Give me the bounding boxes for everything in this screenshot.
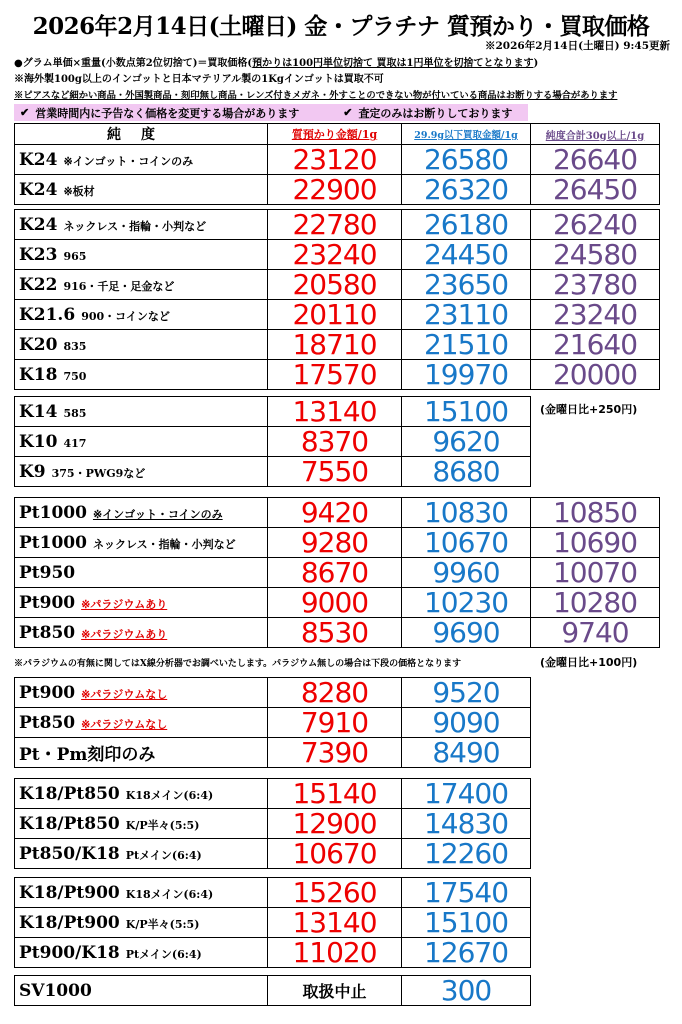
- table-row: [15, 738, 531, 768]
- metal-name: 査定のみはお断りしております: [358, 106, 513, 120]
- pawn-price: 20110: [268, 300, 402, 330]
- metal-name: 預かりは100円単位切捨て 買取は1円単位を切捨てとなります: [252, 58, 534, 69]
- metal-label: [15, 210, 268, 240]
- pawn-price: 15260: [268, 878, 402, 908]
- buy-price: 26180: [402, 210, 531, 240]
- table-row: [15, 809, 531, 839]
- table-combo-pt850: [14, 778, 531, 869]
- buy-price: 12670: [402, 938, 531, 968]
- metal-name: K18/Pt900: [19, 912, 120, 933]
- metal-sublabel: 916・千足・足金など: [63, 279, 175, 293]
- metal-label: [15, 878, 268, 908]
- pawn-price: 8530: [268, 618, 402, 648]
- bulk-price: 26240: [531, 210, 660, 240]
- pawn-price: 7390: [268, 738, 402, 768]
- bulk-price: 26640: [531, 145, 660, 175]
- metal-sublabel: 900・コインなど: [81, 309, 170, 323]
- table-row: [15, 938, 531, 968]
- bulk-price: 20000: [531, 360, 660, 390]
- bulk-price: 10850: [531, 498, 660, 528]
- bulk-price: 24580: [531, 240, 660, 270]
- metal-name: Pt850: [19, 622, 76, 643]
- metal-label: [15, 908, 268, 938]
- metal-sublabel: K18メイン(6:4): [125, 887, 214, 901]
- bulk-price: 21640: [531, 330, 660, 360]
- table-row: [15, 908, 531, 938]
- metal-label: [15, 839, 268, 869]
- pawn-price: 23240: [268, 240, 402, 270]
- metal-name: K24: [19, 149, 58, 170]
- pawn-price: 18710: [268, 330, 402, 360]
- table-row: [15, 240, 660, 270]
- table-silver: [14, 975, 531, 1006]
- pawn-price: 17570: [268, 360, 402, 390]
- table-row: [15, 210, 660, 240]
- metal-name: K9: [19, 461, 46, 482]
- check-icon: ✔: [343, 106, 353, 119]
- metal-sublabel: ※インゴット・コインのみ: [63, 154, 194, 168]
- table-row: [15, 457, 531, 487]
- pawn-price: 7910: [268, 708, 402, 738]
- table-row: [15, 976, 531, 1006]
- header-pawn: 質預かり金額/1g: [268, 124, 402, 145]
- metal-label: [15, 427, 268, 457]
- metal-name: K20: [19, 334, 58, 355]
- metal-name: ): [533, 58, 539, 69]
- metal-name: K24: [19, 179, 58, 200]
- metal-name: K18/Pt900: [19, 882, 120, 903]
- metal-sublabel: ※板材: [63, 184, 95, 198]
- metal-label: [15, 330, 268, 360]
- metal-sublabel: ※インゴット・コインのみ: [92, 507, 223, 521]
- metal-sublabel: Ptメイン(6:4): [125, 848, 202, 862]
- pt-change-note: (金曜日比+100円): [540, 656, 638, 669]
- bulk-price: 23240: [531, 300, 660, 330]
- bulk-price: 10690: [531, 528, 660, 558]
- metal-name: K18: [19, 364, 58, 385]
- header-bulk: 純度合計30g以上/1g: [531, 124, 660, 145]
- pawn-price: 22780: [268, 210, 402, 240]
- table-platinum-nopd: [14, 677, 531, 768]
- table-row: [15, 427, 531, 457]
- notice-banner: [14, 104, 528, 121]
- metal-name: K24: [19, 214, 58, 235]
- buy-price: 8680: [402, 457, 531, 487]
- pawn-price: 13140: [268, 908, 402, 938]
- buy-price: 24450: [402, 240, 531, 270]
- buy-price: 9090: [402, 708, 531, 738]
- metal-name: ●グラム単価×重量(小数点第2位切捨て)＝買取価格(: [14, 58, 253, 69]
- pawn-price: 8670: [268, 558, 402, 588]
- metal-sublabel: K/P半々(5:5): [125, 917, 200, 931]
- table-row: [15, 330, 660, 360]
- header-purity: 純度: [15, 124, 268, 145]
- metal-name: K18/Pt850: [19, 783, 120, 804]
- table-row: [15, 558, 660, 588]
- table-gold-ingot: [14, 123, 660, 205]
- metal-label: [15, 779, 268, 809]
- table-row: [15, 360, 660, 390]
- bulk-price: 9740: [531, 618, 660, 648]
- table-gold-jewelry: [14, 209, 660, 390]
- metal-label: [15, 360, 268, 390]
- metal-sublabel: K/P半々(5:5): [125, 818, 200, 832]
- pawn-price: 7550: [268, 457, 402, 487]
- metal-sublabel: ※パラジウムあり: [81, 597, 168, 611]
- table-row: [15, 145, 660, 175]
- metal-sublabel: Ptメイン(6:4): [125, 947, 202, 961]
- metal-name: Pt850: [19, 712, 76, 733]
- metal-sublabel: ネックレス・指輪・小判など: [63, 219, 207, 233]
- metal-label: [15, 270, 268, 300]
- buy-price: 19970: [402, 360, 531, 390]
- pawn-price: 12900: [268, 809, 402, 839]
- table-row: [15, 708, 531, 738]
- bulk-price: 26450: [531, 175, 660, 205]
- metal-name: ※ピアスなど細かい商品・外国製商品・刻印無し商品・レンズ付きメガネ・外すことのできない物が付いている商品はお断りする場合があります: [14, 90, 618, 101]
- metal-name: K10: [19, 431, 58, 452]
- metal-label: [15, 738, 268, 768]
- table-row: [15, 528, 660, 558]
- metal-label: [15, 175, 268, 205]
- bulk-price: 23780: [531, 270, 660, 300]
- pawn-price: 8280: [268, 678, 402, 708]
- metal-name: K14: [19, 401, 58, 422]
- metal-sublabel: 375・PWG9など: [51, 466, 146, 480]
- table-row: [15, 498, 660, 528]
- table-row: [15, 588, 660, 618]
- metal-name: Pt900: [19, 592, 76, 613]
- table-row: [15, 397, 531, 427]
- metal-label: [15, 240, 268, 270]
- check-icon: ✔: [20, 106, 30, 119]
- table-row: [15, 300, 660, 330]
- buy-price: 23110: [402, 300, 531, 330]
- metal-name: Pt850/K18: [19, 843, 120, 864]
- buy-price: 9690: [402, 618, 531, 648]
- metal-name: K22: [19, 274, 58, 295]
- pawn-price: 15140: [268, 779, 402, 809]
- table-header: [15, 124, 660, 145]
- buy-price: 300: [402, 976, 531, 1006]
- table-row: [15, 175, 660, 205]
- metal-name: Pt900: [19, 682, 76, 703]
- metal-name: K18/Pt850: [19, 813, 120, 834]
- buy-price: 21510: [402, 330, 531, 360]
- buy-price: 15100: [402, 397, 531, 427]
- metal-label: [15, 498, 268, 528]
- table-row: [15, 678, 531, 708]
- metal-name: Pt1000: [19, 532, 87, 553]
- updated-timestamp: ※2026年2月14日(土曜日) 9:45更新: [484, 40, 670, 52]
- metal-label: [15, 588, 268, 618]
- table-row: [15, 878, 531, 908]
- palladium-note: ※パラジウムの有無に関してはX線分析器でお調べいたします。パラジウム無しの場合は下段の価格となります: [14, 659, 462, 669]
- pawn-price: 9420: [268, 498, 402, 528]
- metal-name: K23: [19, 244, 58, 265]
- metal-label: [15, 397, 268, 427]
- metal-label: [15, 145, 268, 175]
- pawn-price: 9280: [268, 528, 402, 558]
- table-combo-pt900: [14, 877, 531, 968]
- pawn-price: 11020: [268, 938, 402, 968]
- buy-price: 9520: [402, 678, 531, 708]
- metal-name: Pt950: [19, 562, 76, 583]
- metal-label: SV1000: [15, 976, 268, 1006]
- buy-price: 10230: [402, 588, 531, 618]
- buy-price: 9620: [402, 427, 531, 457]
- metal-sublabel: ネックレス・指輪・小判など: [92, 537, 236, 551]
- metal-name: K21.6: [19, 304, 76, 325]
- metal-sublabel: ※パラジウムあり: [81, 627, 168, 641]
- metal-sublabel: ※パラジウムなし: [81, 717, 168, 731]
- buy-price: 23650: [402, 270, 531, 300]
- metal-label: [15, 708, 268, 738]
- metal-label: [15, 678, 268, 708]
- buy-price: 14830: [402, 809, 531, 839]
- pawn-price: 20580: [268, 270, 402, 300]
- buy-price: 17400: [402, 779, 531, 809]
- buy-price: 15100: [402, 908, 531, 938]
- table-row: [15, 618, 660, 648]
- metal-sublabel: 965: [63, 249, 87, 263]
- metal-sublabel: 750: [63, 369, 87, 383]
- page-title: 2026年2月14日(土曜日) 金・プラチナ 質預かり・買取価格: [32, 13, 650, 40]
- metal-name: Pt・Pm刻印のみ: [19, 745, 156, 765]
- metal-label: [15, 618, 268, 648]
- metal-label: [15, 558, 268, 588]
- buy-price: 9960: [402, 558, 531, 588]
- buy-price: 12260: [402, 839, 531, 869]
- metal-sublabel: K18メイン(6:4): [125, 788, 214, 802]
- metal-sublabel: ※パラジウムなし: [81, 687, 168, 701]
- pawn-price: 23120: [268, 145, 402, 175]
- buy-price: 10670: [402, 528, 531, 558]
- bulk-price: 10280: [531, 588, 660, 618]
- buy-price: 26580: [402, 145, 531, 175]
- metal-sublabel: 585: [63, 406, 87, 420]
- metal-label: [15, 457, 268, 487]
- gold-change-note: (金曜日比+250円): [540, 403, 638, 416]
- note-calculation: [14, 54, 538, 69]
- table-row: [15, 270, 660, 300]
- note-refusal: [14, 87, 617, 101]
- header-buy: 29.9g以下買取金額/1g: [402, 124, 531, 145]
- metal-label: [15, 938, 268, 968]
- suspended-label: 取扱中止: [268, 976, 402, 1006]
- metal-name: Pt900/K18: [19, 942, 120, 963]
- buy-price: 26320: [402, 175, 531, 205]
- metal-sublabel: 835: [63, 339, 87, 353]
- pawn-price: 22900: [268, 175, 402, 205]
- table-row: [15, 779, 531, 809]
- metal-label: [15, 528, 268, 558]
- metal-name: Pt1000: [19, 502, 87, 523]
- bulk-price: 10070: [531, 558, 660, 588]
- metal-sublabel: 417: [63, 436, 87, 450]
- pawn-price: 10670: [268, 839, 402, 869]
- note-ingot: ※海外製100g以上のインゴットと日本マテリアル製の1Kgインゴットは買取不可: [14, 74, 384, 85]
- pawn-price: 8370: [268, 427, 402, 457]
- buy-price: 17540: [402, 878, 531, 908]
- metal-name: 営業時間内に予告なく価格を変更する場合があります: [35, 106, 300, 120]
- table-gold-low: [14, 396, 531, 487]
- table-platinum: [14, 497, 660, 648]
- pawn-price: 13140: [268, 397, 402, 427]
- metal-label: [15, 809, 268, 839]
- table-row: [15, 839, 531, 869]
- metal-label: [15, 300, 268, 330]
- buy-price: 8490: [402, 738, 531, 768]
- buy-price: 10830: [402, 498, 531, 528]
- pawn-price: 9000: [268, 588, 402, 618]
